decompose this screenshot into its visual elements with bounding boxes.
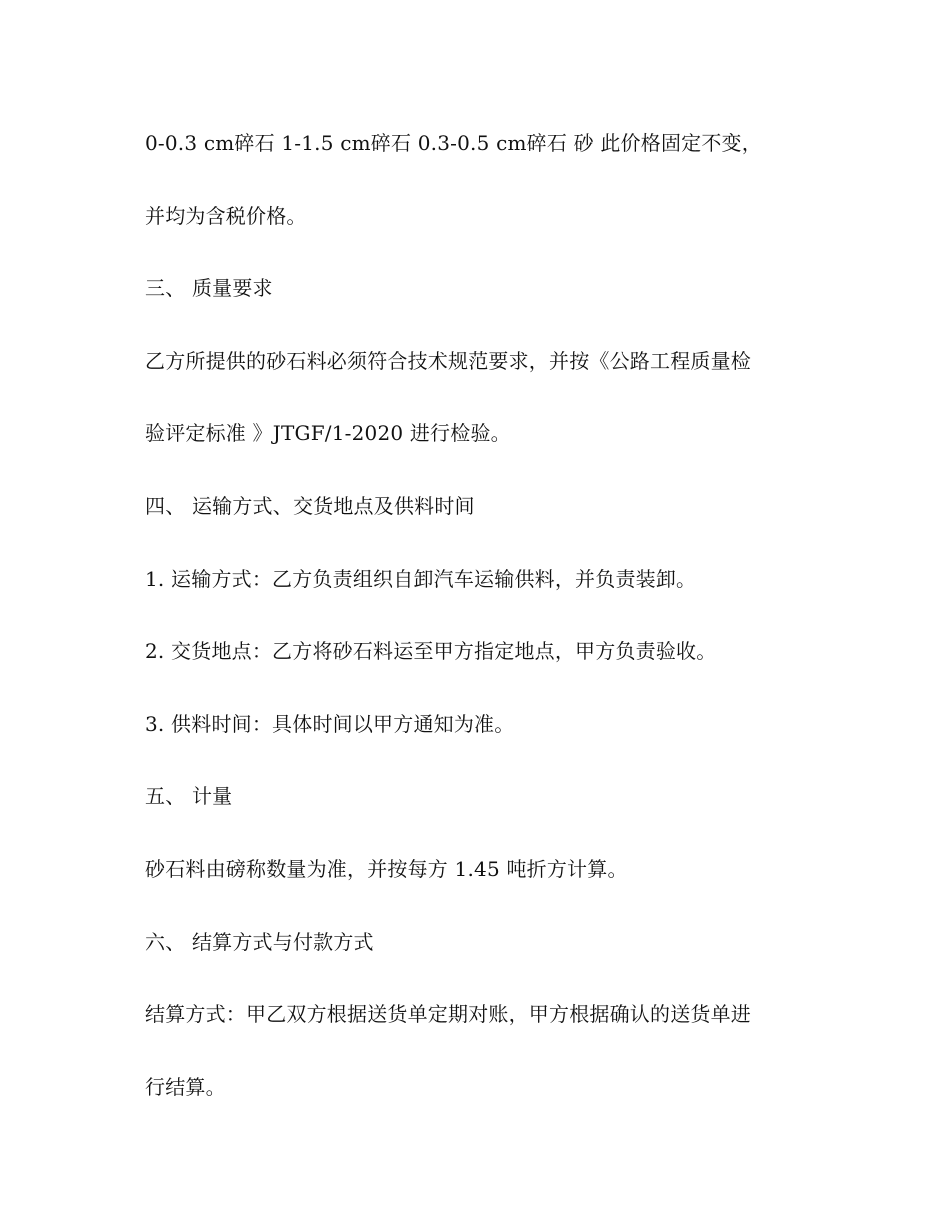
section-heading-transport: 四、 运输方式、交货地点及供料时间: [145, 493, 475, 518]
section-heading-measurement: 五、 计量: [145, 784, 233, 809]
section-heading-settlement: 六、 结算方式与付款方式: [145, 929, 374, 954]
price-materials-line: 0-0.3 cm碎石 1-1.5 cm碎石 0.3-0.5 cm碎石 砂 此价格固定不变，: [145, 131, 762, 155]
supply-time-item: 3. 供料时间：具体时间以甲方通知为准。: [145, 711, 515, 736]
quality-paragraph-line-1: 乙方所提供的砂石料必须符合技术规范要求，并按《公路工程质量检: [145, 348, 751, 373]
measurement-paragraph: 砂石料由磅称数量为准，并按每方 1.45 吨折方计算。: [145, 856, 628, 881]
price-tax-note: 并均为含税价格。: [145, 203, 307, 228]
settlement-paragraph-line-2: 行结算。: [145, 1074, 226, 1099]
transport-method-item: 1. 运输方式：乙方负责组织自卸汽车运输供料，并负责装卸。: [145, 566, 697, 591]
settlement-paragraph-line-1: 结算方式：甲乙双方根据送货单定期对账，甲方根据确认的送货单进: [145, 1002, 751, 1027]
quality-paragraph-line-2: 验评定标准 》JTGF/1-2020 进行检验。: [145, 421, 511, 446]
section-heading-quality: 三、 质量要求: [145, 276, 273, 301]
document-body: [145, 121, 815, 1137]
delivery-location-item: 2. 交货地点：乙方将砂石料运至甲方指定地点，甲方负责验收。: [145, 639, 717, 664]
